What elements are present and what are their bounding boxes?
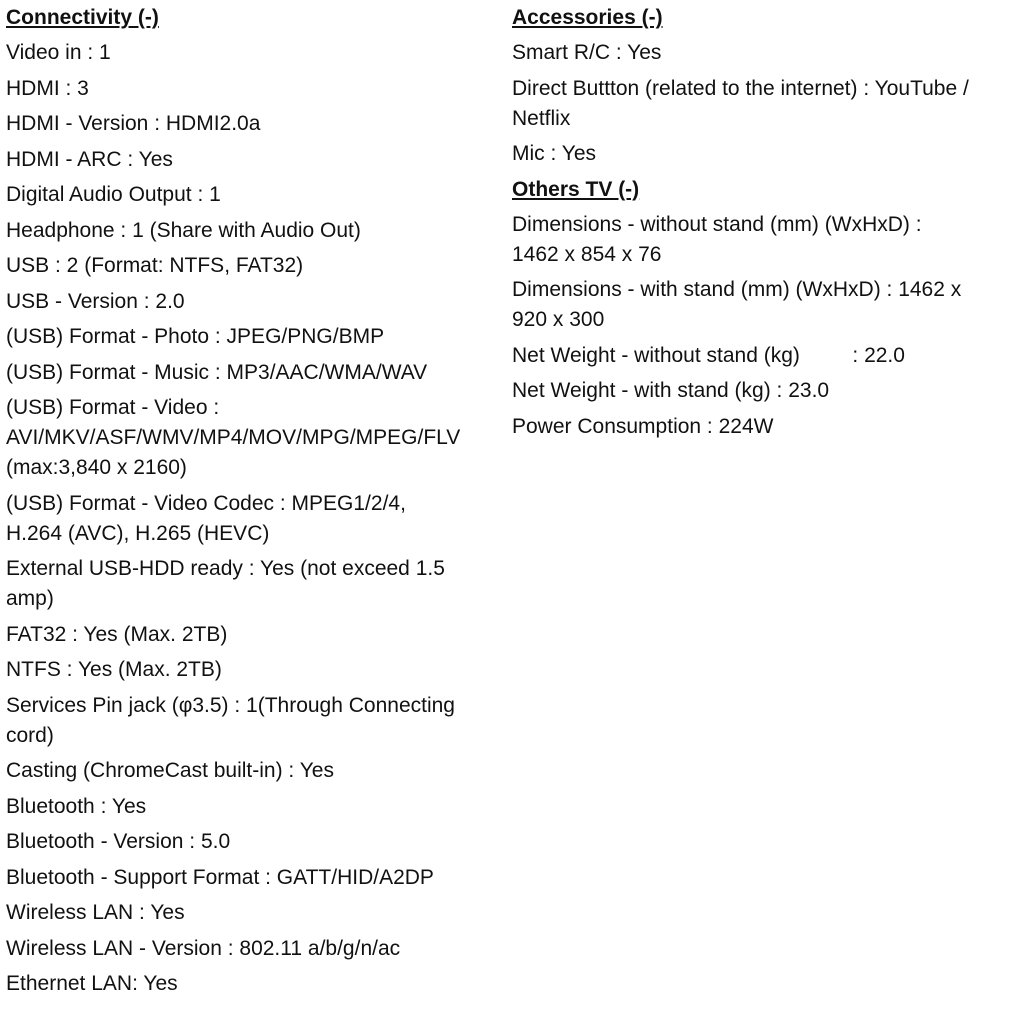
spec-usb-format-music: (USB) Format - Music : MP3/AAC/WMA/WAV (6, 360, 428, 384)
spec-line: (USB) Format - Video Codec : MPEG1/2/4, (6, 491, 406, 515)
spec-usb: USB : 2 (Format: NTFS, FAT32) (6, 254, 304, 277)
spec-line: Netflix (512, 106, 571, 130)
spec-bluetooth: Bluetooth : Yes (6, 794, 147, 818)
spec-line: (USB) Format - Video : (6, 396, 220, 419)
spec-casting: Casting (ChromeCast built-in) : Yes (6, 759, 334, 782)
spec-line: Services Pin jack (φ3.5) : 1(Through Connecting (6, 693, 455, 717)
spec-hdmi: HDMI : 3 (6, 76, 89, 100)
spec-line: 1462 x 854 x 76 (512, 242, 662, 266)
spec-external-usb-hdd (6, 554, 506, 614)
spec-headphone: Headphone : 1 (Share with Audio Out) (6, 218, 361, 242)
spec-line: Dimensions - with stand (mm) (WxHxD) : 1462 x (512, 278, 962, 301)
spec-usb-format-video (6, 393, 506, 483)
spec-hdmi-arc: HDMI - ARC : Yes (6, 147, 173, 171)
spec-usb-version: USB - Version : 2.0 (6, 289, 185, 313)
right-column (512, 3, 1020, 447)
spec-line: External USB-HDD ready : Yes (not exceed 1.5 (6, 557, 445, 580)
spec-usb-format-photo: (USB) Format - Photo : JPEG/PNG/BMP (6, 325, 385, 348)
connectivity-section (6, 3, 506, 1005)
spec-line: AVI/MKV/ASF/WMV/MP4/MOV/MPG/MPEG/FLV (6, 426, 461, 449)
spec-bluetooth-support-format: Bluetooth - Support Format : GATT/HID/A2DP (6, 865, 434, 889)
spec-wireless-lan: Wireless LAN : Yes (6, 901, 185, 924)
spec-bluetooth-version: Bluetooth - Version : 5.0 (6, 830, 231, 853)
spec-usb-format-video-codec (6, 489, 506, 549)
spec-line: Direct Buttton (related to the internet) : YouTube / (512, 76, 969, 100)
spec-dimensions-without-stand (512, 210, 1020, 270)
spec-line: H.264 (AVC), H.265 (HEVC) (6, 521, 270, 545)
spec-line: amp) (6, 587, 54, 610)
accessories-heading: Accessories (-) (512, 6, 663, 29)
spec-direct-button (512, 74, 1020, 134)
spec-mic: Mic : Yes (512, 142, 597, 165)
spec-digital-audio-output: Digital Audio Output : 1 (6, 183, 221, 206)
spec-net-weight-with-stand: Net Weight - with stand (kg) : 23.0 (512, 379, 830, 402)
spec-fat32: FAT32 : Yes (Max. 2TB) (6, 622, 228, 646)
others-tv-heading: Others TV (-) (512, 177, 640, 201)
spec-dimensions-with-stand (512, 275, 1020, 335)
spec-wireless-lan-version: Wireless LAN - Version : 802.11 a/b/g/n/ac (6, 936, 401, 960)
spec-net-weight-without-stand: Net Weight - without stand (kg) : 22.0 (512, 343, 905, 367)
spec-smart-rc: Smart R/C : Yes (512, 41, 662, 64)
spec-line: Dimensions - without stand (mm) (WxHxD) : (512, 212, 922, 236)
spec-video-in: Video in : 1 (6, 41, 111, 64)
connectivity-heading: Connectivity (-) (6, 6, 159, 29)
spec-line: 920 x 300 (512, 308, 605, 331)
spec-ntfs: NTFS : Yes (Max. 2TB) (6, 658, 222, 681)
spec-line: (max:3,840 x 2160) (6, 456, 187, 479)
spec-hdmi-version: HDMI - Version : HDMI2.0a (6, 112, 261, 135)
spec-ethernet-lan: Ethernet LAN: Yes (6, 972, 178, 995)
spec-power-consumption: Power Consumption : 224W (512, 414, 774, 438)
spec-line: cord) (6, 723, 54, 747)
spec-services-pin-jack (6, 691, 506, 751)
